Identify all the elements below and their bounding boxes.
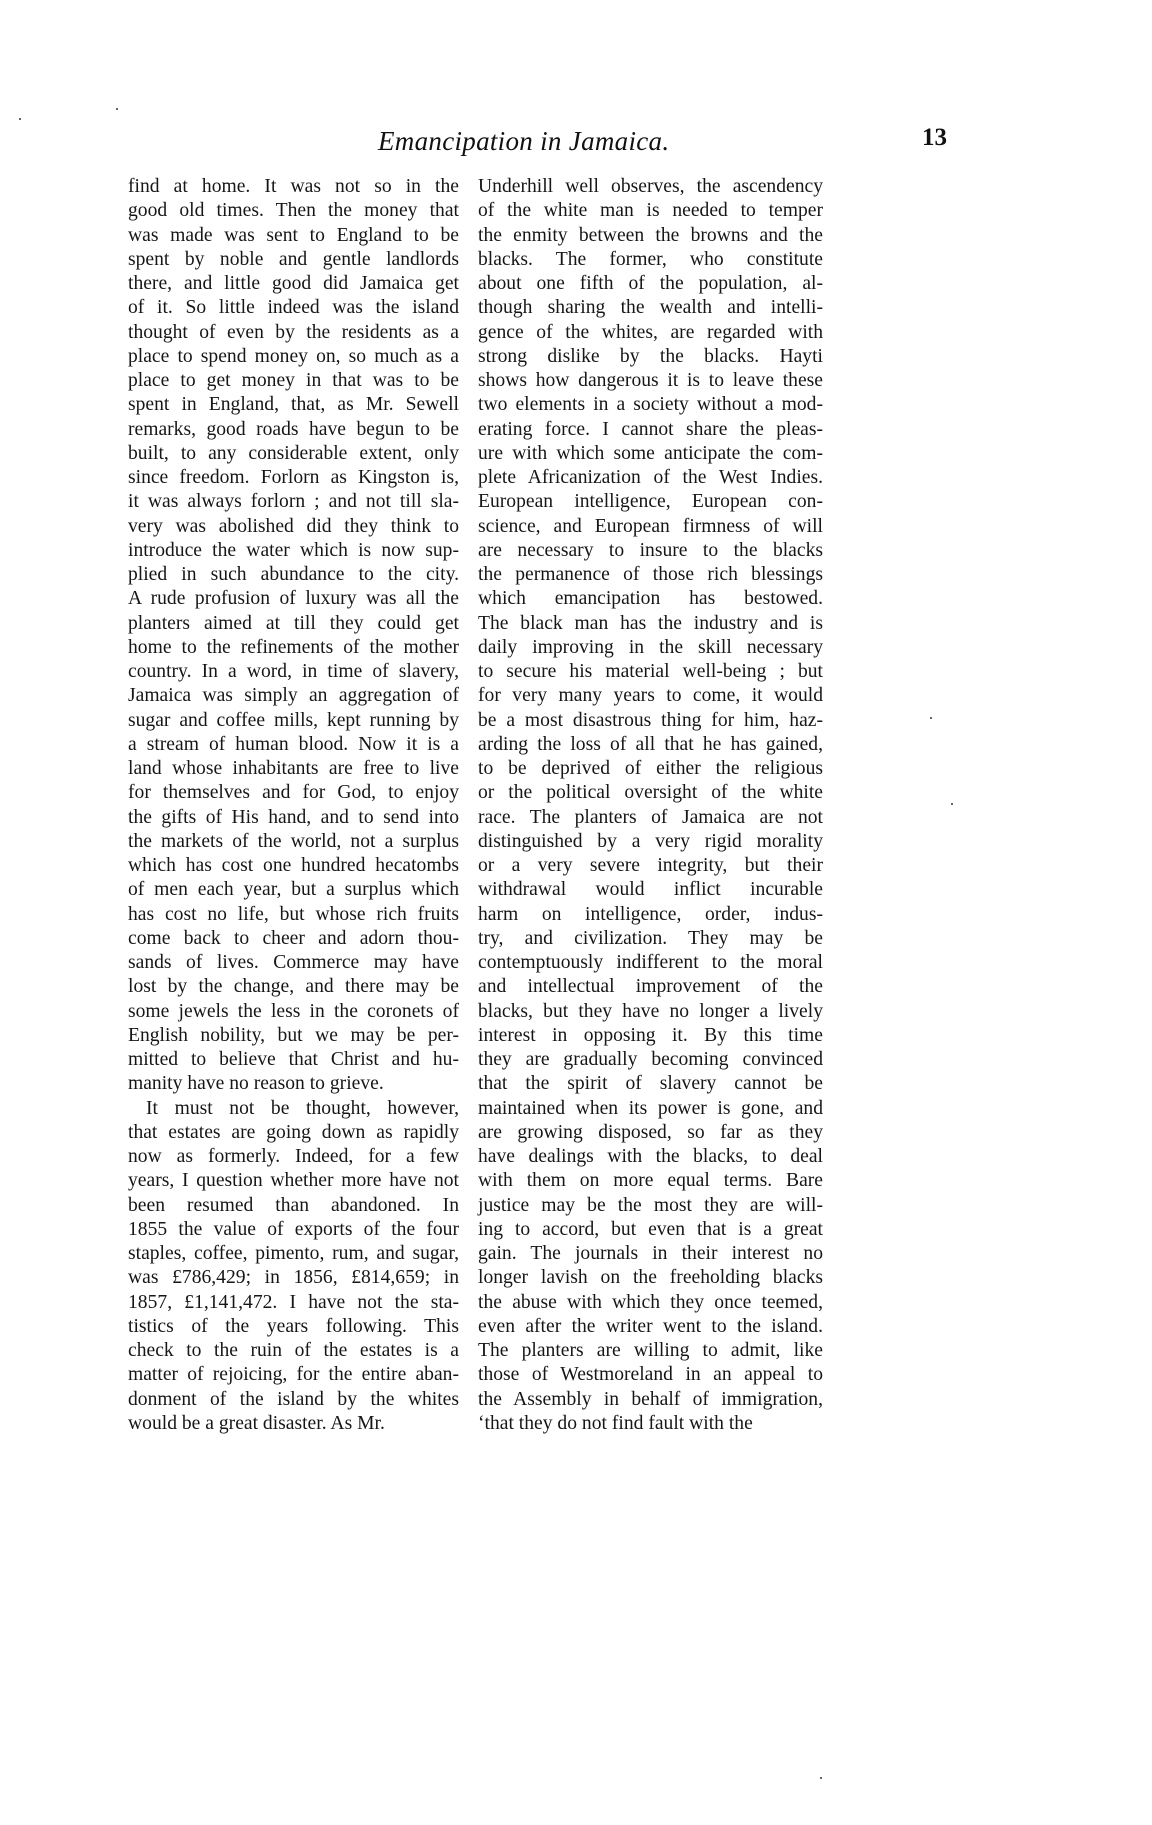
text-line: since freedom. Forlorn as Kingston is, <box>128 467 459 488</box>
text-line: try, and civilization. They may be <box>478 927 823 949</box>
text-line: planters aimed at till they could get <box>128 612 459 634</box>
text-line: The black man has the industry and is <box>478 612 823 634</box>
text-line: spent in England, that, as Mr. Sewell <box>128 394 459 416</box>
text-line: lost by the change, and there may be <box>128 976 459 998</box>
text-line: are growing disposed, so far as they <box>478 1121 823 1143</box>
text-line: matter of rejoicing, for the entire aban- <box>128 1364 459 1386</box>
text-line: was made was sent to England to be <box>128 224 459 246</box>
text-line: with them on more equal terms. Bare <box>478 1170 823 1192</box>
text-line: withdrawal would inflict incurable <box>478 879 823 901</box>
text-line: The planters are willing to admit, like <box>478 1340 823 1361</box>
text-line: though sharing the wealth and intelli- <box>478 297 823 319</box>
left-text-column <box>128 175 459 1436</box>
text-line: they are gradually becoming convinced <box>478 1049 823 1070</box>
text-line: place to get money in that was to be <box>128 370 459 391</box>
text-line: sugar and coffee mills, kept running by <box>128 709 459 731</box>
text-line: was £786,429; in 1856, £814,659; in <box>128 1267 459 1289</box>
text-line: come back to cheer and adorn thou- <box>128 927 459 949</box>
text-line: the gifts of His hand, and to send into <box>128 806 459 828</box>
text-line: tistics of the years following. This <box>128 1315 459 1337</box>
text-line: interest in opposing it. By this time <box>478 1024 823 1046</box>
text-line: or the political oversight of the white <box>478 782 823 804</box>
text-line: built, to any considerable extent, only <box>128 442 459 464</box>
text-line: arding the loss of all that he has gained, <box>478 733 823 755</box>
text-line: that estates are going down as rapidly <box>128 1121 459 1143</box>
text-line: sands of lives. Commerce may have <box>128 952 459 973</box>
text-line: longer lavish on the freeholding blacks <box>478 1267 823 1289</box>
scan-speck <box>19 118 21 120</box>
text-line: it was always forlorn ; and not till sla- <box>128 491 459 513</box>
text-line: good old times. Then the money that <box>128 200 459 222</box>
text-line: science, and European firmness of will <box>478 515 823 537</box>
text-line: a stream of human blood. Now it is a <box>128 733 459 755</box>
text-line: distinguished by a very rigid morality <box>478 830 823 852</box>
text-line: some jewels the less in the coronets of <box>128 1000 459 1022</box>
running-header-title: Emancipation in Jamaica. <box>378 126 670 156</box>
text-line: harm on intelligence, order, indus- <box>478 903 823 925</box>
text-line: ure with which some anticipate the com- <box>478 442 823 464</box>
text-line: Jamaica was simply an aggregation of <box>128 685 459 707</box>
text-line: the markets of the world, not a surplus <box>128 830 459 852</box>
text-line: which emancipation has bestowed. <box>478 588 823 610</box>
text-line: mitted to believe that Christ and hu- <box>128 1049 459 1070</box>
text-line: there, and little good did Jamaica get <box>128 273 459 294</box>
text-line: or a very severe integrity, but their <box>478 855 823 876</box>
text-line: spent by noble and gentle landlords <box>128 248 459 270</box>
text-line: gain. The journals in their interest no <box>478 1243 823 1264</box>
text-line: ‘that they do not find fault with the <box>478 1412 753 1434</box>
text-line: which has cost one hundred hecatombs <box>128 855 459 876</box>
text-line: and intellectual improvement of the <box>478 976 823 998</box>
text-line: Underhill well observes, the ascendency <box>478 176 823 197</box>
text-line: for very many years to come, it would <box>478 685 823 707</box>
text-line: maintained when its power is gone, and <box>478 1097 823 1119</box>
text-line: thought of even by the residents as a <box>128 321 459 343</box>
text-line: introduce the water which is now sup- <box>128 539 459 561</box>
text-line: strong dislike by the blacks. Hayti <box>478 345 823 367</box>
text-line: the permanence of those rich blessings <box>478 564 823 585</box>
text-line: gence of the whites, are regarded with <box>478 321 823 343</box>
text-line: even after the writer went to the island. <box>478 1315 823 1337</box>
text-line: that the spirit of slavery cannot be <box>478 1073 823 1095</box>
text-line: country. In a word, in time of slavery, <box>128 661 459 682</box>
text-line: ing to accord, but even that is a great <box>478 1218 823 1240</box>
text-line: remarks, good roads have begun to be <box>128 418 459 440</box>
scan-speck <box>116 108 118 110</box>
text-line: would be a great disaster. As Mr. <box>128 1412 385 1434</box>
text-line: are necessary to insure to the blacks <box>478 539 823 561</box>
scan-speck <box>930 717 932 719</box>
text-line: about one fifth of the population, al- <box>478 273 823 294</box>
text-line: the abuse with which they once teemed, <box>478 1291 823 1313</box>
text-line: have dealings with the blacks, to deal <box>478 1146 823 1167</box>
text-line: race. The planters of Jamaica are not <box>478 806 823 828</box>
text-line: the enmity between the browns and the <box>478 224 823 246</box>
text-line: staples, coffee, pimento, rum, and sugar, <box>128 1243 459 1264</box>
text-line: to secure his material well-being ; but <box>478 661 823 682</box>
text-line: blacks, but they have no longer a lively <box>478 1000 823 1022</box>
text-line: very was abolished did they think to <box>128 515 459 537</box>
text-line: find at home. It was not so in the <box>128 176 459 197</box>
text-line: place to spend money on, so much as a <box>128 345 459 367</box>
text-line: two elements in a society without a mod- <box>478 394 823 416</box>
text-line: shows how dangerous it is to leave these <box>478 370 823 391</box>
text-line: of the white man is needed to temper <box>478 200 823 222</box>
text-line: be a most disastrous thing for him, haz- <box>478 709 823 731</box>
text-line: those of Westmoreland in an appeal to <box>478 1364 823 1386</box>
text-line: home to the refinements of the mother <box>128 636 459 658</box>
text-line: the Assembly in behalf of immigration, <box>478 1388 823 1410</box>
text-line: has cost no life, but whose rich fruits <box>128 903 459 925</box>
text-line: plied in such abundance to the city. <box>128 564 459 585</box>
text-line: for themselves and for God, to enjoy <box>128 782 459 804</box>
right-text-column <box>478 175 823 1436</box>
scan-speck <box>951 803 953 805</box>
text-line: to be deprived of either the religious <box>478 758 823 779</box>
text-line: A rude profusion of luxury was all the <box>128 588 459 610</box>
text-line: donment of the island by the whites <box>128 1388 459 1410</box>
text-line: blacks. The former, who constitute <box>478 248 823 270</box>
text-line: 1855 the value of exports of the four <box>128 1218 459 1240</box>
text-line: of it. So little indeed was the island <box>128 297 459 319</box>
text-line: now as formerly. Indeed, for a few <box>128 1146 459 1167</box>
text-line: erating force. I cannot share the pleas- <box>478 418 823 440</box>
text-line: It must not be thought, however, <box>146 1097 459 1119</box>
text-line: land whose inhabitants are free to live <box>128 758 459 779</box>
text-line: 1857, £1,141,472. I have not the sta- <box>128 1291 459 1313</box>
text-line: European intelligence, European con- <box>478 491 823 513</box>
page-number: 13 <box>922 124 947 151</box>
text-line: manity have no reason to grieve. <box>128 1073 384 1095</box>
text-line: justice may be the most they are will- <box>478 1194 823 1216</box>
text-line: daily improving in the skill necessary <box>478 636 823 658</box>
text-line: contemptuously indifferent to the moral <box>478 952 823 973</box>
text-line: check to the ruin of the estates is a <box>128 1340 459 1361</box>
text-line: of men each year, but a surplus which <box>128 879 459 901</box>
text-line: plete Africanization of the West Indies. <box>478 467 823 488</box>
text-line: years, I question whether more have not <box>128 1170 459 1192</box>
scan-speck <box>820 1777 822 1779</box>
text-line: English nobility, but we may be per- <box>128 1024 459 1046</box>
text-line: been resumed than abandoned. In <box>128 1194 459 1216</box>
